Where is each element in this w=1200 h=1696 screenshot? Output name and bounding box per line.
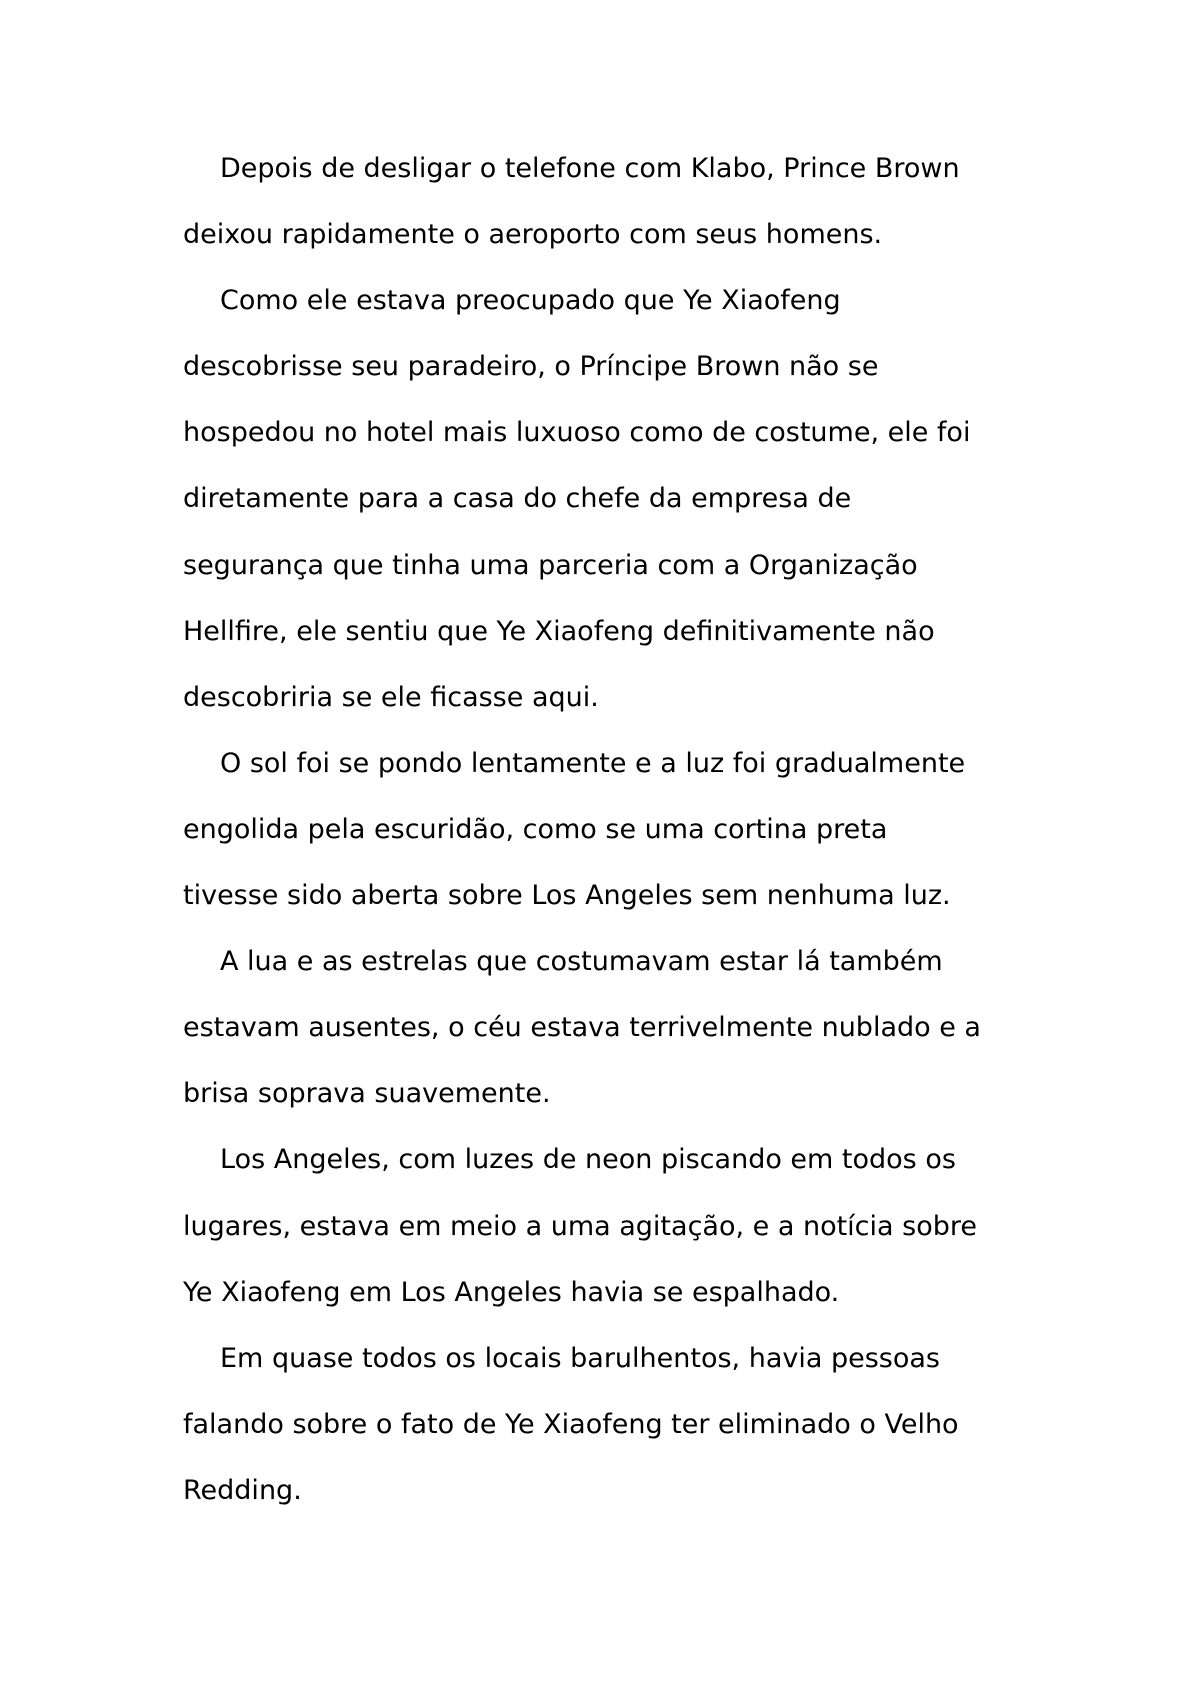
paragraph-line: brisa soprava suavemente.	[183, 1078, 551, 1110]
paragraph-line: Ye Xiaofeng em Los Angeles havia se espalhado.	[183, 1276, 840, 1308]
paragraph-1	[183, 136, 1043, 268]
document-body	[183, 136, 1043, 1524]
paragraph-line: descobriria se ele ficasse aqui.	[183, 681, 599, 713]
paragraph-line: lugares, estava em meio a uma agitação, e a notícia sobre	[183, 1210, 977, 1242]
paragraph-line: A lua e as estrelas que costumavam estar lá também	[220, 946, 943, 978]
paragraph-5	[183, 1127, 1043, 1325]
paragraph-line: diretamente para a casa do chefe da empresa de	[183, 483, 852, 515]
paragraph-line: estavam ausentes, o céu estava terrivelmente nublado e a	[183, 1012, 981, 1044]
paragraph-line: tivesse sido aberta sobre Los Angeles sem nenhuma luz.	[183, 880, 951, 912]
paragraph-6	[183, 1326, 1043, 1524]
paragraph-4	[183, 929, 1043, 1127]
paragraph-line: falando sobre o fato de Ye Xiaofeng ter eliminado o Velho	[183, 1408, 959, 1440]
paragraph-line: segurança que tinha uma parceria com a Organização	[183, 549, 918, 581]
paragraph-line: Redding.	[183, 1474, 302, 1506]
paragraph-line: Como ele estava preocupado que Ye Xiaofeng	[220, 285, 841, 317]
paragraph-2	[183, 268, 1043, 731]
paragraph-3	[183, 731, 1043, 929]
paragraph-line: Hellfire, ele sentiu que Ye Xiaofeng definitivamente não	[183, 615, 935, 647]
paragraph-line: Depois de desligar o telefone com Klabo, Prince Brown	[220, 153, 960, 184]
paragraph-line: deixou rapidamente o aeroporto com seus homens.	[183, 219, 883, 251]
paragraph-line: descobrisse seu paradeiro, o Príncipe Brown não se	[183, 351, 879, 383]
paragraph-line: hospedou no hotel mais luxuoso como de costume, ele foi	[183, 417, 971, 449]
paragraph-line: Em quase todos os locais barulhentos, havia pessoas	[220, 1342, 940, 1374]
paragraph-line: Los Angeles, com luzes de neon piscando em todos os	[220, 1144, 956, 1176]
paragraph-line: O sol foi se pondo lentamente e a luz foi gradualmente	[220, 747, 966, 779]
paragraph-line: engolida pela escuridão, como se uma cortina preta	[183, 813, 888, 845]
